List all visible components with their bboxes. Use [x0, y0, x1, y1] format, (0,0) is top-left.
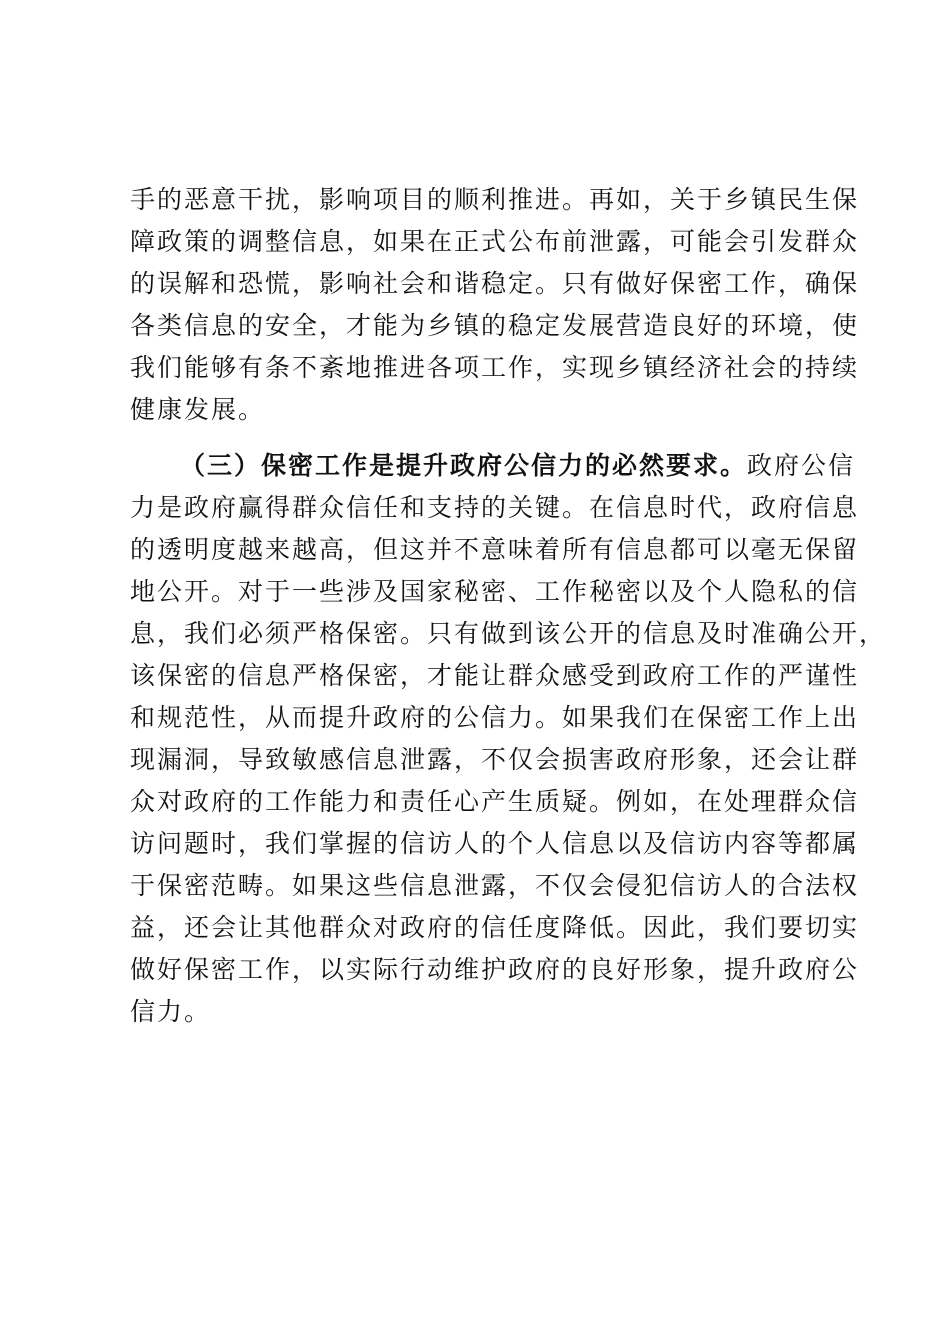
paragraph-line: 益，还会让其他群众对政府的信任度降低。因此，我们要切实 — [130, 913, 860, 942]
paragraph-1 — [130, 179, 860, 431]
paragraph-line: 健康发展。 — [130, 395, 266, 424]
paragraph-line: 的误解和恐慌，影响社会和谐稳定。只有做好保密工作，确保 — [130, 269, 860, 298]
paragraph-line: 力是政府赢得群众信任和支持的关键。在信息时代，政府信息 — [130, 493, 860, 522]
paragraph-first-line — [130, 445, 856, 487]
paragraph-line: 地公开。对于一些涉及国家秘密、工作秘密以及个人隐私的信 — [130, 577, 860, 606]
paragraph-line: 息，我们必须严格保密。只有做到该公开的信息及时准确公开， — [130, 619, 887, 648]
paragraph-line: 信力。 — [130, 997, 212, 1026]
paragraph-line: 现漏洞，导致敏感信息泄露，不仅会损害政府形象，还会让群 — [130, 745, 860, 774]
paragraph-first-line-tail: 政府公信 — [747, 451, 856, 480]
paragraph-line: 访问题时，我们掌握的信访人的个人信息以及信访内容等都属 — [130, 829, 860, 858]
paragraph-line: 该保密的信息严格保密，才能让群众感受到政府工作的严谨性 — [130, 661, 860, 690]
paragraph-line: 做好保密工作，以实际行动维护政府的良好形象，提升政府公 — [130, 955, 860, 984]
paragraph-line: 手的恶意干扰，影响项目的顺利推进。再如，关于乡镇民生保 — [130, 185, 860, 214]
paragraph-line: 障政策的调整信息，如果在正式公布前泄露，可能会引发群众 — [130, 227, 860, 256]
paragraph-line: 我们能够有条不紊地推进各项工作，实现乡镇经济社会的持续 — [130, 353, 860, 382]
section-heading: （三）保密工作是提升政府公信力的必然要求。 — [180, 451, 748, 480]
paragraph-line: 众对政府的工作能力和责任心产生质疑。例如，在处理群众信 — [130, 787, 860, 816]
document-body — [130, 179, 887, 1047]
paragraph-line: 各类信息的安全，才能为乡镇的稳定发展营造良好的环境，使 — [130, 311, 860, 340]
paragraph-line: 的透明度越来越高，但这并不意味着所有信息都可以毫无保留 — [130, 535, 860, 564]
paragraph-line: 和规范性，从而提升政府的公信力。如果我们在保密工作上出 — [130, 703, 860, 732]
paragraph-2 — [130, 445, 887, 1033]
paragraph-line: 于保密范畴。如果这些信息泄露，不仅会侵犯信访人的合法权 — [130, 871, 860, 900]
